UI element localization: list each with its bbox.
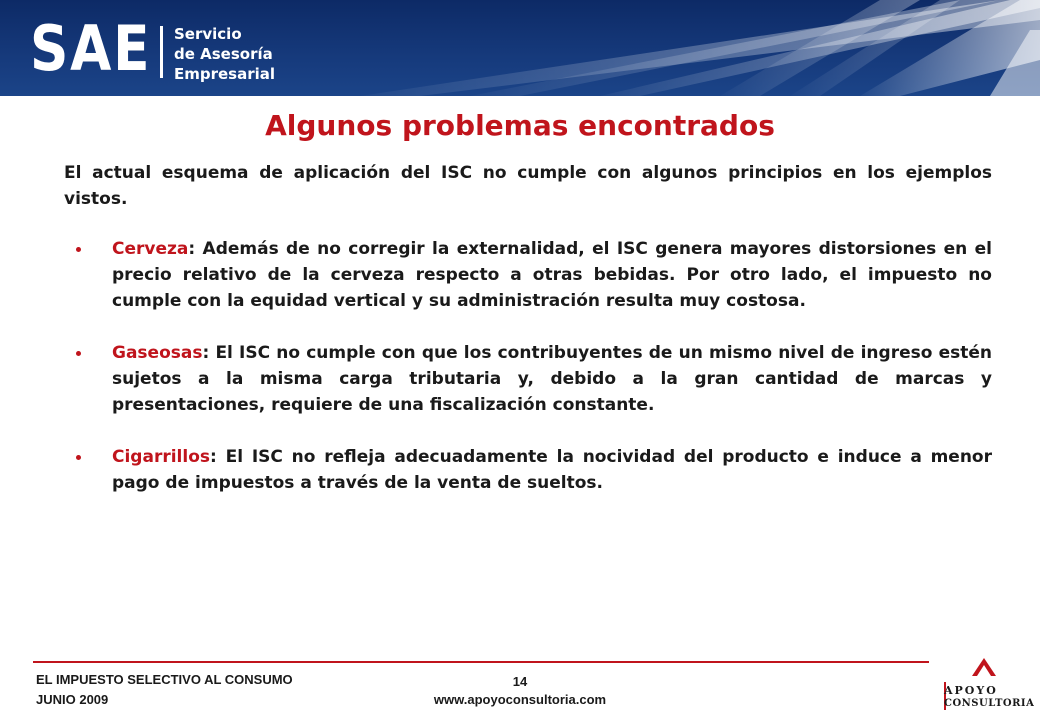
sae-logo: SAE (30, 12, 152, 85)
apoyo-brand-line2: CONSULTORIA (944, 698, 1035, 709)
bullet-term: Cigarrillos (112, 447, 210, 467)
bullet-term: Cerveza (112, 239, 189, 259)
slide-title: Algunos problemas encontrados (265, 109, 775, 142)
logo-subtitle (174, 24, 275, 84)
bullet-dot-icon (76, 247, 81, 252)
footer-document-title: EL IMPUESTO SELECTIVO AL CONSUMO (36, 672, 293, 687)
bullet-text: : El ISC no refleja adecuadamente la nocividad del producto e induce a menor pago de impuestos a través de la venta de sueltos. (112, 447, 992, 493)
header-banner (0, 0, 1040, 96)
apoyo-brand-line1: APOYO (944, 684, 998, 697)
footer-info (36, 670, 293, 710)
footer-divider (33, 661, 929, 663)
footer-url: www.apoyoconsultoria.com (433, 692, 607, 707)
apoyo-brand-text (944, 684, 1034, 710)
logo-subtitle-line: Empresarial (174, 65, 276, 83)
logo-subtitle-line: de Asesoría (174, 45, 273, 63)
header-light-rays (0, 0, 1040, 96)
bullet-text: : El ISC no cumple con que los contribuyentes de un mismo nivel de ingreso estén sujetos a la misma carga tributaria y, debido a la gran cantidad de marcas y presentaciones, requiere de una fiscalización constante. (112, 343, 992, 415)
list-item (76, 444, 992, 496)
page-number: 14 (512, 674, 528, 689)
list-item (76, 340, 992, 418)
intro-paragraph: El actual esquema de aplicación del ISC no cumple con algunos principios en los ejemplos vistos. (64, 163, 992, 209)
logo-divider (160, 26, 163, 78)
bullet-text: : Además de no corregir la externalidad, el ISC genera mayores distorsiones en el precio relativo de la cerveza respecto a otras bebidas. Por otro lado, el impuesto no cumple con la equidad vertical y su administración resulta muy costosa. (112, 239, 992, 311)
logo-subtitle-line: Servicio (174, 25, 242, 43)
footer-date: JUNIO 2009 (36, 692, 109, 707)
bullet-dot-icon (76, 351, 81, 356)
bullet-dot-icon (76, 455, 81, 460)
list-item (76, 236, 992, 314)
bullet-term: Gaseosas (112, 343, 203, 363)
problem-list (76, 236, 992, 496)
